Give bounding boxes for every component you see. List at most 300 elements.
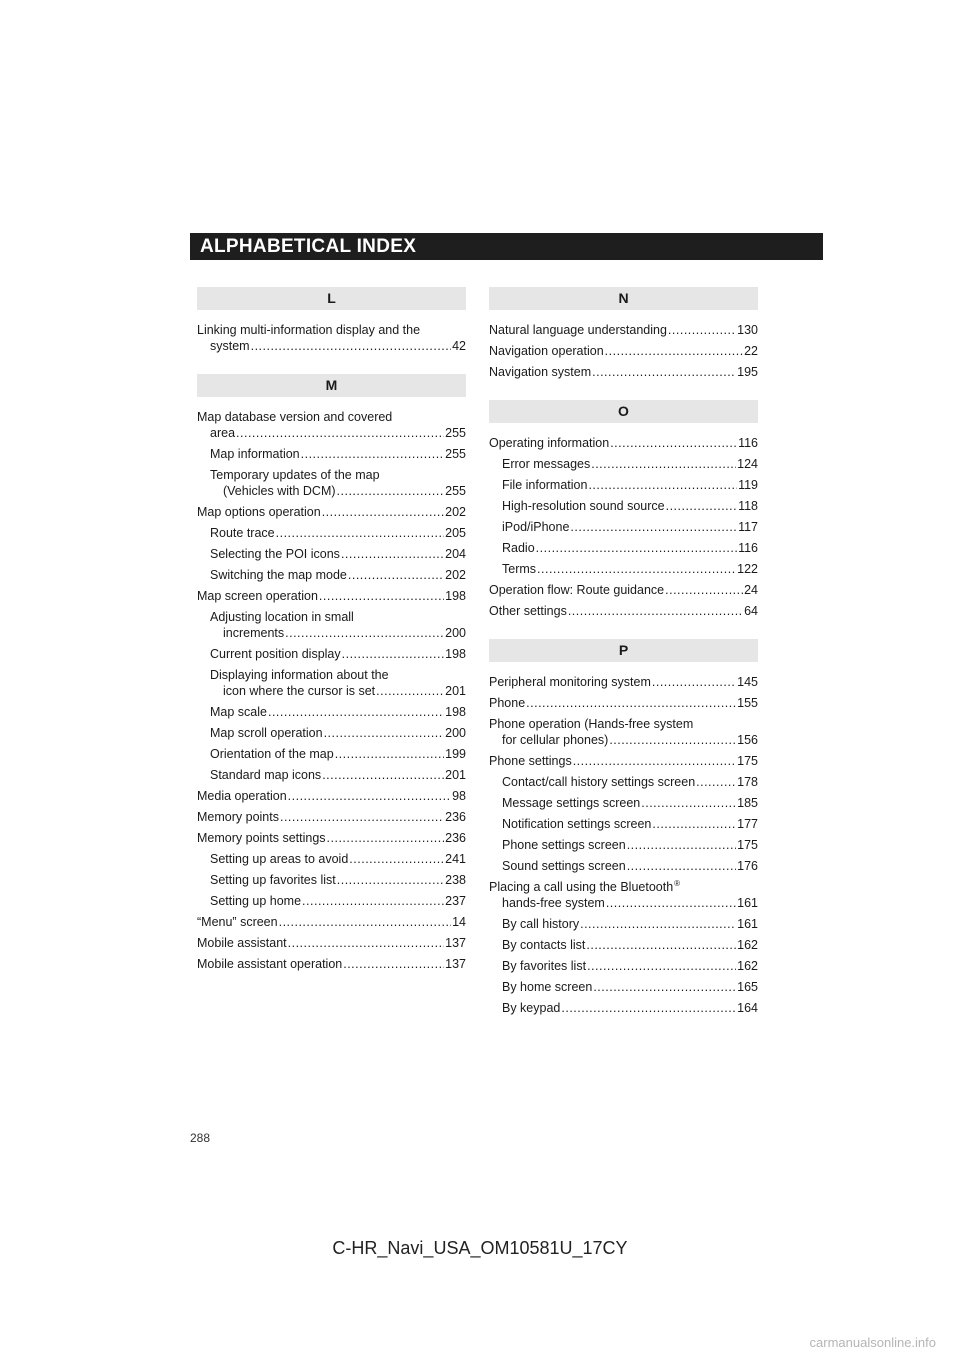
index-subentry bbox=[197, 467, 466, 499]
entry-line bbox=[197, 322, 466, 338]
page-ref: 64 bbox=[744, 604, 758, 618]
entry-line bbox=[197, 409, 466, 425]
leader-dots bbox=[610, 435, 737, 451]
entry-text bbox=[502, 519, 758, 535]
leader-dots bbox=[343, 956, 444, 972]
leader-dots bbox=[288, 935, 445, 951]
leader-dots bbox=[335, 746, 444, 762]
entry-text bbox=[197, 322, 466, 354]
entry-label: Phone operation (Hands-free system bbox=[489, 717, 694, 731]
index-subentry bbox=[197, 767, 466, 783]
entry-line bbox=[197, 956, 466, 972]
entry-label: Notification settings screen bbox=[502, 817, 652, 831]
page-ref: 117 bbox=[738, 520, 758, 534]
entry-text bbox=[197, 914, 466, 930]
entry-text bbox=[489, 322, 758, 338]
entry-text bbox=[502, 916, 758, 932]
page-ref: 195 bbox=[737, 365, 758, 379]
index-entry bbox=[489, 603, 758, 619]
page-ref: 198 bbox=[445, 705, 466, 719]
entry-label: Adjusting location in small bbox=[210, 610, 354, 624]
section-letter: O bbox=[489, 400, 758, 423]
entry-line bbox=[489, 695, 758, 711]
page-ref: 205 bbox=[445, 526, 466, 540]
entry-label: File information bbox=[502, 478, 588, 492]
index-section bbox=[489, 400, 758, 619]
entry-label: By favorites list bbox=[502, 959, 587, 973]
leader-dots bbox=[301, 446, 445, 462]
entry-line bbox=[502, 774, 758, 790]
entry-text bbox=[489, 343, 758, 359]
entry-text bbox=[210, 646, 466, 662]
entry-label: High-resolution sound source bbox=[502, 499, 665, 513]
entry-text bbox=[210, 851, 466, 867]
entry-text bbox=[489, 879, 758, 911]
entry-text bbox=[197, 956, 466, 972]
leader-dots bbox=[561, 1000, 736, 1016]
entry-label: hands-free system bbox=[502, 896, 605, 910]
entry-line bbox=[489, 343, 758, 359]
right-index-column bbox=[489, 287, 758, 1036]
index-section bbox=[489, 287, 758, 380]
index-subentry bbox=[489, 519, 758, 535]
leader-dots bbox=[279, 914, 452, 930]
section-letter: N bbox=[489, 287, 758, 310]
entry-line bbox=[210, 725, 466, 741]
leader-dots bbox=[652, 816, 736, 832]
leader-dots bbox=[251, 338, 452, 354]
index-section bbox=[197, 287, 466, 354]
index-subentry bbox=[197, 872, 466, 888]
entry-line bbox=[210, 893, 466, 909]
entry-text bbox=[489, 364, 758, 380]
entry-label: Phone bbox=[489, 696, 526, 710]
entry-label: Temporary updates of the map bbox=[210, 468, 380, 482]
index-subentry bbox=[489, 795, 758, 811]
entry-text bbox=[502, 477, 758, 493]
entry-line bbox=[210, 767, 466, 783]
index-entry bbox=[197, 935, 466, 951]
entry-text bbox=[489, 674, 758, 690]
leader-dots bbox=[285, 625, 444, 641]
entry-text bbox=[210, 446, 466, 462]
page-ref: 202 bbox=[445, 568, 466, 582]
entry-text bbox=[502, 1000, 758, 1016]
index-entry bbox=[489, 753, 758, 769]
page-ref: 116 bbox=[738, 541, 758, 555]
entry-label: By call history bbox=[502, 917, 580, 931]
entry-text bbox=[210, 746, 466, 762]
entry-line bbox=[502, 456, 758, 472]
entry-line bbox=[502, 916, 758, 932]
page-ref: 122 bbox=[737, 562, 758, 576]
leader-dots bbox=[276, 525, 445, 541]
entry-label: Operation flow: Route guidance bbox=[489, 583, 665, 597]
entry-text bbox=[210, 467, 466, 499]
leader-dots bbox=[652, 674, 736, 690]
entry-text bbox=[502, 937, 758, 953]
entry-text bbox=[489, 435, 758, 451]
entry-line bbox=[502, 837, 758, 853]
entry-text bbox=[489, 753, 758, 769]
index-entry bbox=[489, 343, 758, 359]
entry-label: increments bbox=[223, 626, 285, 640]
entry-line bbox=[489, 732, 758, 748]
entry-text bbox=[502, 540, 758, 556]
leader-dots bbox=[337, 872, 444, 888]
entry-text bbox=[197, 409, 466, 441]
entry-line bbox=[489, 879, 758, 895]
entry-label: Placing a call using the Bluetooth bbox=[489, 880, 674, 894]
page-ref: 200 bbox=[445, 626, 466, 640]
page-ref: 165 bbox=[737, 980, 758, 994]
entry-label: Mobile assistant bbox=[197, 936, 287, 950]
index-entry bbox=[489, 695, 758, 711]
entry-label: area bbox=[210, 426, 236, 440]
index-header: ALPHABETICAL INDEX bbox=[190, 233, 823, 260]
page-ref: 201 bbox=[445, 768, 466, 782]
entry-text bbox=[210, 704, 466, 720]
entry-text bbox=[210, 767, 466, 783]
entry-label: Map scroll operation bbox=[210, 726, 323, 740]
entry-line bbox=[210, 525, 466, 541]
entry-text bbox=[502, 979, 758, 995]
leader-dots bbox=[587, 958, 736, 974]
entry-label: Contact/call history settings screen bbox=[502, 775, 696, 789]
page-number: 288 bbox=[190, 1131, 211, 1145]
entry-label: Phone settings screen bbox=[502, 838, 626, 852]
entry-label: Linking multi-information display and the bbox=[197, 323, 421, 337]
entry-line bbox=[210, 704, 466, 720]
index-entry bbox=[197, 830, 466, 846]
index-subentry bbox=[489, 979, 758, 995]
entry-label: Selecting the POI icons bbox=[210, 547, 340, 561]
page-ref: 116 bbox=[738, 436, 758, 450]
index-subentry bbox=[197, 446, 466, 462]
index-entry bbox=[489, 879, 758, 911]
index-entry bbox=[197, 788, 466, 804]
leader-dots bbox=[641, 795, 736, 811]
leader-dots bbox=[605, 343, 743, 359]
entry-text bbox=[197, 588, 466, 604]
entry-label: for cellular phones) bbox=[502, 733, 609, 747]
leader-dots bbox=[593, 979, 736, 995]
entry-label: Phone settings bbox=[489, 754, 572, 768]
leader-dots bbox=[526, 695, 736, 711]
page-ref: 118 bbox=[738, 499, 758, 513]
leader-dots bbox=[592, 364, 736, 380]
index-subentry bbox=[489, 937, 758, 953]
entry-line bbox=[210, 446, 466, 462]
entry-line bbox=[197, 935, 466, 951]
page-ref: 200 bbox=[445, 726, 466, 740]
entry-label: Memory points bbox=[197, 810, 279, 824]
leader-dots bbox=[536, 540, 737, 556]
leader-dots bbox=[342, 646, 445, 662]
entry-label: “Menu” screen bbox=[197, 915, 278, 929]
index-subentry bbox=[197, 746, 466, 762]
entry-label: Media operation bbox=[197, 789, 287, 803]
index-entry bbox=[197, 914, 466, 930]
entry-line bbox=[197, 338, 466, 354]
entry-label: Message settings screen bbox=[502, 796, 641, 810]
page-ref: 178 bbox=[737, 775, 758, 789]
index-subentry bbox=[489, 456, 758, 472]
entry-line bbox=[489, 603, 758, 619]
page-ref: 236 bbox=[445, 831, 466, 845]
leader-dots bbox=[376, 683, 444, 699]
leader-dots bbox=[268, 704, 444, 720]
entry-line bbox=[210, 667, 466, 683]
entry-line bbox=[489, 716, 758, 732]
page-ref: 198 bbox=[445, 589, 466, 603]
entry-line bbox=[502, 477, 758, 493]
leader-dots bbox=[288, 788, 451, 804]
left-index-column bbox=[197, 287, 466, 992]
entry-line bbox=[197, 588, 466, 604]
entry-text bbox=[210, 872, 466, 888]
entry-line bbox=[489, 435, 758, 451]
entry-line bbox=[489, 753, 758, 769]
entry-label: Setting up favorites list bbox=[210, 873, 336, 887]
entry-label: Terms bbox=[502, 562, 537, 576]
entry-line bbox=[502, 816, 758, 832]
entry-text bbox=[197, 935, 466, 951]
index-subentry bbox=[489, 958, 758, 974]
page-ref: 130 bbox=[737, 323, 758, 337]
entry-text bbox=[197, 830, 466, 846]
page-ref: 176 bbox=[737, 859, 758, 873]
leader-dots bbox=[591, 456, 736, 472]
index-subentry bbox=[489, 837, 758, 853]
registered-mark: ® bbox=[674, 879, 681, 888]
entry-label: Sound settings screen bbox=[502, 859, 626, 873]
entry-text bbox=[502, 498, 758, 514]
index-entry bbox=[489, 582, 758, 598]
entry-label: Operating information bbox=[489, 436, 610, 450]
entry-line bbox=[502, 540, 758, 556]
entry-label: Setting up areas to avoid bbox=[210, 852, 349, 866]
page-ref: 237 bbox=[445, 894, 466, 908]
entry-label: Map information bbox=[210, 447, 300, 461]
page-ref: 42 bbox=[452, 339, 466, 353]
page-ref: 98 bbox=[452, 789, 466, 803]
index-entry bbox=[197, 588, 466, 604]
entry-line bbox=[197, 914, 466, 930]
entry-line bbox=[489, 674, 758, 690]
entry-label: Orientation of the map bbox=[210, 747, 334, 761]
page-ref: 24 bbox=[744, 583, 758, 597]
page-ref: 255 bbox=[445, 447, 466, 461]
entry-label: icon where the cursor is set bbox=[223, 684, 376, 698]
leader-dots bbox=[236, 425, 444, 441]
page-ref: 162 bbox=[737, 938, 758, 952]
index-subentry bbox=[197, 704, 466, 720]
entry-label: Current position display bbox=[210, 647, 341, 661]
page-ref: 241 bbox=[445, 852, 466, 866]
leader-dots bbox=[322, 504, 444, 520]
entry-label: Map screen operation bbox=[197, 589, 318, 603]
leader-dots bbox=[348, 567, 444, 583]
leader-dots bbox=[327, 830, 445, 846]
entry-line bbox=[489, 895, 758, 911]
page-ref: 177 bbox=[737, 817, 758, 831]
page-ref: 175 bbox=[737, 754, 758, 768]
page-ref: 164 bbox=[737, 1001, 758, 1015]
index-subentry bbox=[197, 567, 466, 583]
entry-text bbox=[502, 837, 758, 853]
entry-label: By keypad bbox=[502, 1001, 561, 1015]
entry-label: Error messages bbox=[502, 457, 591, 471]
entry-text bbox=[210, 567, 466, 583]
entry-text bbox=[502, 795, 758, 811]
leader-dots bbox=[324, 725, 445, 741]
entry-text bbox=[489, 603, 758, 619]
index-entry bbox=[197, 409, 466, 441]
entry-line bbox=[210, 646, 466, 662]
entry-label: Radio bbox=[502, 541, 535, 555]
leader-dots bbox=[322, 767, 444, 783]
entry-label: Memory points settings bbox=[197, 831, 326, 845]
entry-line bbox=[197, 830, 466, 846]
index-entry bbox=[489, 322, 758, 338]
entry-label: Natural language understanding bbox=[489, 323, 667, 337]
entry-line bbox=[502, 979, 758, 995]
entry-label: Map options operation bbox=[197, 505, 321, 519]
entry-line bbox=[197, 425, 466, 441]
entry-label: Mobile assistant operation bbox=[197, 957, 343, 971]
entry-line bbox=[210, 683, 466, 699]
page-ref: 202 bbox=[445, 505, 466, 519]
page-ref: 161 bbox=[737, 896, 758, 910]
page-ref: 161 bbox=[737, 917, 758, 931]
page-ref: 124 bbox=[737, 457, 758, 471]
entry-label: By home screen bbox=[502, 980, 593, 994]
entry-line bbox=[210, 483, 466, 499]
leader-dots bbox=[606, 895, 736, 911]
entry-label: Other settings bbox=[489, 604, 567, 618]
index-entry bbox=[489, 674, 758, 690]
entry-line bbox=[210, 625, 466, 641]
entry-label: (Vehicles with DCM) bbox=[223, 484, 336, 498]
index-subentry bbox=[489, 916, 758, 932]
page-ref: 137 bbox=[445, 936, 466, 950]
entry-text bbox=[502, 561, 758, 577]
index-subentry bbox=[197, 851, 466, 867]
entry-label: Route trace bbox=[210, 526, 275, 540]
leader-dots bbox=[627, 858, 736, 874]
entry-line bbox=[489, 582, 758, 598]
entry-line bbox=[210, 872, 466, 888]
entry-text bbox=[489, 582, 758, 598]
leader-dots bbox=[588, 477, 737, 493]
page-ref: 22 bbox=[744, 344, 758, 358]
entry-line bbox=[502, 795, 758, 811]
page-ref: 119 bbox=[738, 478, 758, 492]
leader-dots bbox=[573, 753, 736, 769]
entry-label: system bbox=[210, 339, 250, 353]
page-ref: 255 bbox=[445, 484, 466, 498]
page-ref: 162 bbox=[737, 959, 758, 973]
index-entry bbox=[197, 504, 466, 520]
entry-label: Switching the map mode bbox=[210, 568, 347, 582]
entry-text bbox=[502, 456, 758, 472]
entry-text bbox=[210, 609, 466, 641]
page-ref: 198 bbox=[445, 647, 466, 661]
page-ref: 145 bbox=[737, 675, 758, 689]
page-ref: 14 bbox=[452, 915, 466, 929]
entry-text bbox=[210, 893, 466, 909]
index-subentry bbox=[197, 646, 466, 662]
entry-label: Setting up home bbox=[210, 894, 302, 908]
section-letter: L bbox=[197, 287, 466, 310]
entry-text bbox=[197, 504, 466, 520]
index-entry bbox=[489, 716, 758, 748]
leader-dots bbox=[302, 893, 444, 909]
entry-label: Peripheral monitoring system bbox=[489, 675, 651, 689]
entry-label: iPod/iPhone bbox=[502, 520, 570, 534]
entry-label: By contacts list bbox=[502, 938, 586, 952]
entry-text bbox=[502, 816, 758, 832]
entry-text bbox=[502, 858, 758, 874]
entry-text bbox=[489, 716, 758, 748]
index-subentry bbox=[489, 561, 758, 577]
leader-dots bbox=[280, 809, 444, 825]
page-ref: 255 bbox=[445, 426, 466, 440]
leader-dots bbox=[580, 916, 736, 932]
entry-text bbox=[197, 809, 466, 825]
index-section bbox=[489, 639, 758, 1016]
leader-dots bbox=[570, 519, 737, 535]
entry-text bbox=[210, 667, 466, 699]
entry-label: Navigation system bbox=[489, 365, 592, 379]
entry-text bbox=[210, 525, 466, 541]
leader-dots bbox=[586, 937, 736, 953]
index-subentry bbox=[489, 1000, 758, 1016]
entry-line bbox=[502, 519, 758, 535]
leader-dots bbox=[568, 603, 743, 619]
page-ref: 199 bbox=[445, 747, 466, 761]
page-ref: 238 bbox=[445, 873, 466, 887]
index-subentry bbox=[197, 893, 466, 909]
entry-label: Navigation operation bbox=[489, 344, 604, 358]
entry-line bbox=[210, 609, 466, 625]
index-subentry bbox=[489, 540, 758, 556]
entry-line bbox=[502, 937, 758, 953]
entry-label: Displaying information about the bbox=[210, 668, 389, 682]
page-ref: 155 bbox=[737, 696, 758, 710]
index-subentry bbox=[489, 774, 758, 790]
entry-line bbox=[502, 498, 758, 514]
document-code: C-HR_Navi_USA_OM10581U_17CY bbox=[332, 1238, 628, 1258]
index-entry bbox=[197, 956, 466, 972]
index-subentry bbox=[197, 525, 466, 541]
entry-label: Standard map icons bbox=[210, 768, 322, 782]
section-letter: P bbox=[489, 639, 758, 662]
entry-line bbox=[502, 858, 758, 874]
page-ref: 236 bbox=[445, 810, 466, 824]
page-ref: 156 bbox=[737, 733, 758, 747]
leader-dots bbox=[341, 546, 444, 562]
page-ref: 185 bbox=[737, 796, 758, 810]
entry-line bbox=[197, 788, 466, 804]
leader-dots bbox=[349, 851, 444, 867]
leader-dots bbox=[696, 774, 736, 790]
leader-dots bbox=[537, 561, 736, 577]
index-subentry bbox=[489, 498, 758, 514]
index-subentry bbox=[197, 725, 466, 741]
entry-text bbox=[502, 958, 758, 974]
